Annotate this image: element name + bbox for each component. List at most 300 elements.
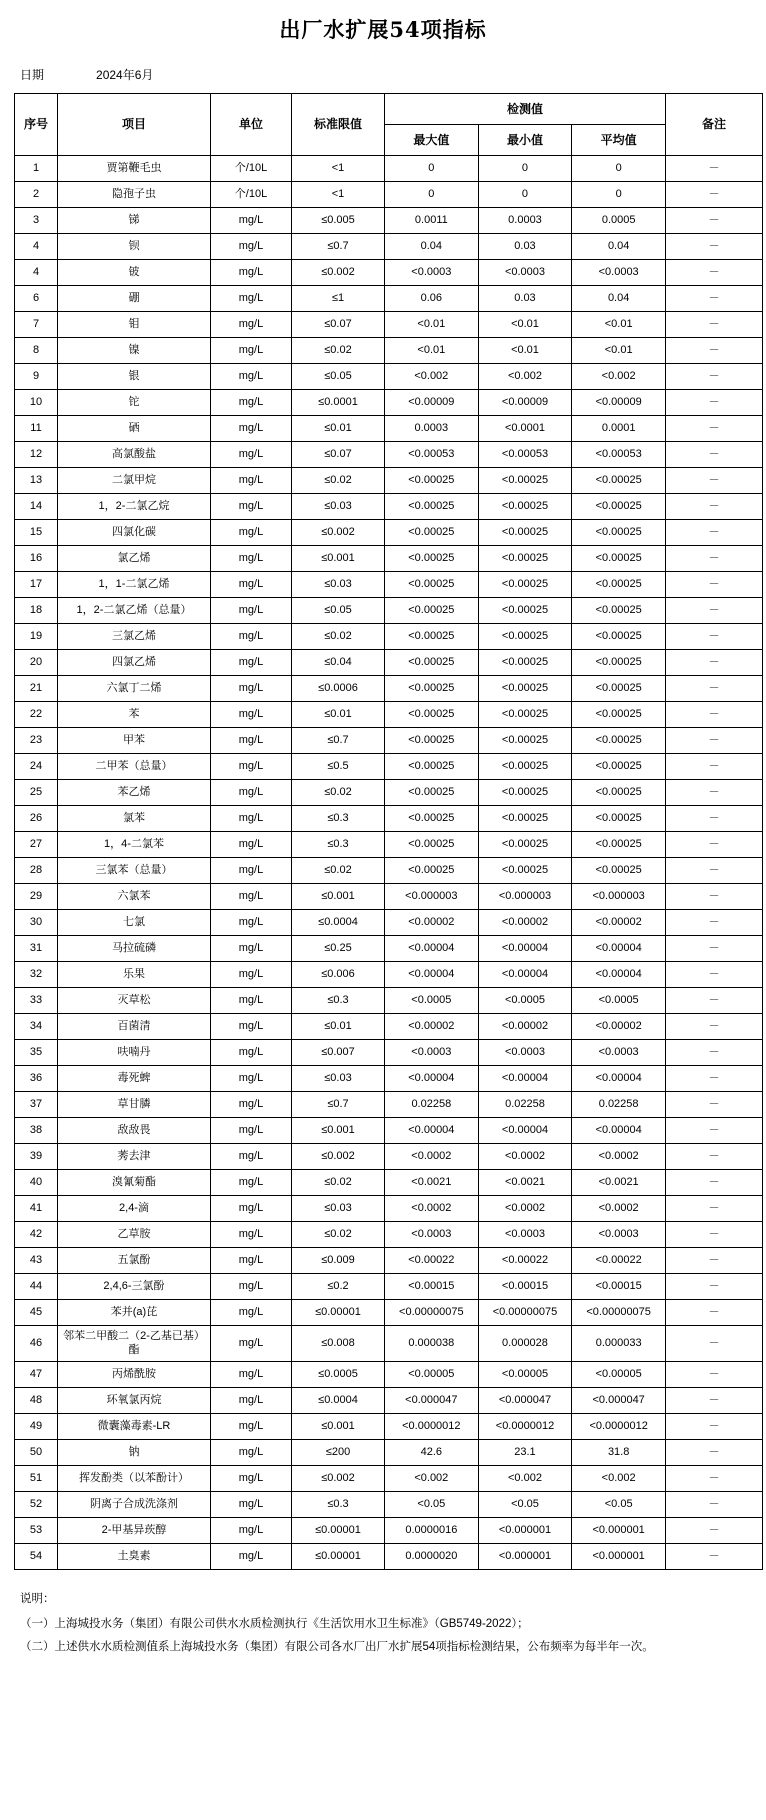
cell-avg: 0 [572,182,666,208]
cell-remark: － [666,728,763,754]
cell-avg: <0.0003 [572,1222,666,1248]
cell-remark: － [666,1300,763,1326]
cell-unit: mg/L [211,1492,292,1518]
cell-remark: － [666,988,763,1014]
cell-max: <0.00025 [385,624,479,650]
cell-min: <0.01 [478,338,572,364]
cell-min: <0.00025 [478,702,572,728]
cell-limit: ≤0.001 [292,546,385,572]
cell-max: <0.0003 [385,1222,479,1248]
cell-max: <0.0000012 [385,1414,479,1440]
cell-max: <0.002 [385,1466,479,1492]
table-row [15,1274,763,1300]
cell-limit: ≤0.3 [292,832,385,858]
table-row [15,1170,763,1196]
cell-seq: 31 [15,936,58,962]
table-row [15,1414,763,1440]
cell-max: <0.00025 [385,780,479,806]
cell-min: <0.0003 [478,260,572,286]
cell-min: 0.0003 [478,208,572,234]
cell-min: <0.000003 [478,884,572,910]
cell-item: 挥发酚类（以苯酚计） [58,1466,211,1492]
cell-avg: <0.00025 [572,520,666,546]
date-label: 日期 [20,68,45,82]
cell-min: <0.00002 [478,1014,572,1040]
cell-min: <0.00004 [478,962,572,988]
cell-seq: 14 [15,494,58,520]
cell-remark: － [666,1170,763,1196]
table-row [15,286,763,312]
cell-max: <0.00025 [385,494,479,520]
table-row [15,962,763,988]
cell-min: <0.000001 [478,1518,572,1544]
cell-remark: － [666,832,763,858]
cell-unit: mg/L [211,1274,292,1300]
cell-min: <0.00004 [478,1118,572,1144]
cell-limit: ≤0.0006 [292,676,385,702]
cell-remark: － [666,1118,763,1144]
cell-seq: 24 [15,754,58,780]
cell-max: <0.00025 [385,650,479,676]
cell-remark: － [666,1066,763,1092]
table-row [15,1362,763,1388]
cell-unit: mg/L [211,234,292,260]
cell-remark: － [666,962,763,988]
cell-seq: 4 [15,234,58,260]
cell-min: <0.00025 [478,650,572,676]
cell-unit: mg/L [211,780,292,806]
cell-seq: 44 [15,1274,58,1300]
cell-min: <0.0001 [478,416,572,442]
cell-remark: － [666,1362,763,1388]
cell-unit: mg/L [211,832,292,858]
cell-unit: mg/L [211,754,292,780]
cell-item: 钼 [58,312,211,338]
table-row [15,1518,763,1544]
cell-item: 环氧氯丙烷 [58,1388,211,1414]
cell-max: <0.00004 [385,1118,479,1144]
cell-unit: mg/L [211,572,292,598]
cell-min: <0.00025 [478,780,572,806]
cell-unit: mg/L [211,598,292,624]
cell-seq: 16 [15,546,58,572]
cell-remark: － [666,1326,763,1362]
cell-unit: mg/L [211,728,292,754]
header-unit: 单位 [211,94,292,156]
cell-limit: ≤0.2 [292,1274,385,1300]
table-row [15,1118,763,1144]
cell-unit: mg/L [211,390,292,416]
cell-limit: ≤0.04 [292,650,385,676]
table-row [15,1544,763,1570]
cell-max: <0.00025 [385,728,479,754]
cell-unit: mg/L [211,286,292,312]
cell-avg: <0.00025 [572,546,666,572]
cell-avg: 0.000033 [572,1326,666,1362]
cell-min: <0.01 [478,312,572,338]
cell-seq: 13 [15,468,58,494]
cell-min: <0.0000012 [478,1414,572,1440]
table-row [15,1440,763,1466]
notes-heading: 说明： [20,1593,55,1605]
cell-item: 莠去津 [58,1144,211,1170]
cell-seq: 39 [15,1144,58,1170]
cell-limit: ≤0.001 [292,1118,385,1144]
cell-seq: 7 [15,312,58,338]
cell-min: <0.00025 [478,520,572,546]
cell-max: <0.00053 [385,442,479,468]
cell-seq: 38 [15,1118,58,1144]
table-row [15,1222,763,1248]
cell-seq: 8 [15,338,58,364]
cell-unit: mg/L [211,416,292,442]
cell-limit: ≤0.0004 [292,910,385,936]
cell-min: <0.00025 [478,832,572,858]
cell-max: <0.0002 [385,1144,479,1170]
cell-item: 五氯酚 [58,1248,211,1274]
cell-seq: 23 [15,728,58,754]
cell-remark: － [666,1518,763,1544]
cell-item: 灭草松 [58,988,211,1014]
table-row [15,364,763,390]
cell-remark: － [666,1440,763,1466]
cell-max: <0.00009 [385,390,479,416]
cell-seq: 51 [15,1466,58,1492]
cell-min: <0.00000075 [478,1300,572,1326]
cell-min: <0.00025 [478,598,572,624]
cell-avg: 0 [572,156,666,182]
cell-unit: mg/L [211,1222,292,1248]
table-row [15,312,763,338]
cell-limit: ≤0.03 [292,1066,385,1092]
cell-avg: <0.00025 [572,468,666,494]
table-row [15,650,763,676]
cell-limit: ≤0.02 [292,1170,385,1196]
cell-limit: ≤0.02 [292,858,385,884]
cell-limit: ≤0.02 [292,1222,385,1248]
cell-limit: ≤0.03 [292,494,385,520]
cell-item: 苯并(a)芘 [58,1300,211,1326]
cell-seq: 1 [15,156,58,182]
cell-item: 草甘膦 [58,1092,211,1118]
cell-item: 苯 [58,702,211,728]
cell-item: 二氯甲烷 [58,468,211,494]
cell-limit: ≤0.05 [292,364,385,390]
cell-min: 0 [478,156,572,182]
cell-unit: mg/L [211,988,292,1014]
cell-remark: － [666,1248,763,1274]
cell-min: 23.1 [478,1440,572,1466]
cell-unit: mg/L [211,858,292,884]
cell-min: <0.00004 [478,1066,572,1092]
cell-unit: mg/L [211,1118,292,1144]
cell-avg: <0.00053 [572,442,666,468]
cell-limit: ≤0.3 [292,1492,385,1518]
cell-seq: 29 [15,884,58,910]
cell-avg: <0.000003 [572,884,666,910]
cell-seq: 10 [15,390,58,416]
cell-limit: ≤0.3 [292,988,385,1014]
table-row [15,1040,763,1066]
cell-seq: 11 [15,416,58,442]
cell-remark: － [666,390,763,416]
cell-limit: ≤0.002 [292,1144,385,1170]
cell-remark: － [666,884,763,910]
cell-max: <0.00002 [385,1014,479,1040]
cell-seq: 17 [15,572,58,598]
header-max: 最大值 [385,125,479,156]
cell-remark: － [666,208,763,234]
cell-remark: － [666,182,763,208]
cell-item: 银 [58,364,211,390]
cell-item: 1，2-二氯乙烯（总量） [58,598,211,624]
cell-seq: 34 [15,1014,58,1040]
cell-remark: － [666,416,763,442]
cell-item: 乙草胺 [58,1222,211,1248]
cell-limit: ≤0.005 [292,208,385,234]
cell-min: <0.00022 [478,1248,572,1274]
cell-item: 邻苯二甲酸二（2-乙基已基）酯 [58,1326,211,1362]
cell-avg: <0.0003 [572,260,666,286]
cell-max: 0.02258 [385,1092,479,1118]
cell-avg: <0.00004 [572,1066,666,1092]
cell-min: <0.0021 [478,1170,572,1196]
cell-seq: 45 [15,1300,58,1326]
cell-avg: <0.00025 [572,624,666,650]
cell-avg: 0.0005 [572,208,666,234]
cell-max: <0.00025 [385,676,479,702]
table-row [15,858,763,884]
cell-max: <0.00004 [385,962,479,988]
cell-remark: － [666,1414,763,1440]
cell-seq: 27 [15,832,58,858]
cell-unit: mg/L [211,1544,292,1570]
cell-remark: － [666,910,763,936]
cell-max: <0.002 [385,364,479,390]
cell-limit: ≤0.05 [292,598,385,624]
cell-remark: － [666,286,763,312]
cell-max: <0.0003 [385,260,479,286]
cell-limit: ≤0.009 [292,1248,385,1274]
cell-seq: 52 [15,1492,58,1518]
cell-unit: mg/L [211,494,292,520]
cell-limit: ≤0.5 [292,754,385,780]
cell-unit: mg/L [211,338,292,364]
cell-remark: － [666,806,763,832]
cell-min: 0.000028 [478,1326,572,1362]
cell-avg: 0.04 [572,286,666,312]
cell-avg: <0.0003 [572,1040,666,1066]
cell-max: <0.0003 [385,1040,479,1066]
cell-remark: － [666,338,763,364]
cell-remark: － [666,676,763,702]
cell-min: <0.00025 [478,494,572,520]
cell-seq: 21 [15,676,58,702]
cell-seq: 2 [15,182,58,208]
cell-remark: － [666,312,763,338]
cell-limit: ≤0.03 [292,1196,385,1222]
cell-unit: mg/L [211,1196,292,1222]
cell-limit: ≤0.0004 [292,1388,385,1414]
cell-max: <0.00025 [385,520,479,546]
cell-item: 钡 [58,234,211,260]
cell-max: <0.00025 [385,546,479,572]
table-row [15,390,763,416]
cell-item: 二甲苯（总量） [58,754,211,780]
table-row [15,1300,763,1326]
cell-limit: ≤0.7 [292,728,385,754]
cell-max: <0.00025 [385,468,479,494]
cell-limit: ≤0.001 [292,1414,385,1440]
cell-seq: 41 [15,1196,58,1222]
cell-seq: 26 [15,806,58,832]
cell-max: 0.06 [385,286,479,312]
header-item: 项目 [58,94,211,156]
cell-avg: <0.00025 [572,676,666,702]
cell-limit: ≤0.0005 [292,1362,385,1388]
cell-item: 马拉硫磷 [58,936,211,962]
cell-avg: <0.00025 [572,494,666,520]
table-row [15,1066,763,1092]
cell-item: 隐孢子虫 [58,182,211,208]
cell-unit: mg/L [211,702,292,728]
cell-max: <0.00015 [385,1274,479,1300]
cell-item: 硼 [58,286,211,312]
cell-item: 溴氰菊酯 [58,1170,211,1196]
cell-avg: <0.00004 [572,1118,666,1144]
cell-min: <0.0002 [478,1144,572,1170]
cell-avg: <0.000001 [572,1544,666,1570]
cell-unit: mg/L [211,1466,292,1492]
cell-max: 0.0003 [385,416,479,442]
cell-unit: mg/L [211,884,292,910]
cell-item: 锑 [58,208,211,234]
cell-item: 镍 [58,338,211,364]
cell-min: 0 [478,182,572,208]
water-quality-table [14,93,763,1570]
cell-item: 高氯酸盐 [58,442,211,468]
cell-item: 六氯丁二烯 [58,676,211,702]
cell-min: <0.05 [478,1492,572,1518]
table-row [15,468,763,494]
cell-max: <0.00004 [385,1066,479,1092]
cell-max: <0.0021 [385,1170,479,1196]
cell-avg: <0.05 [572,1492,666,1518]
cell-limit: ≤0.002 [292,1466,385,1492]
cell-min: <0.00025 [478,676,572,702]
cell-limit: ≤0.7 [292,1092,385,1118]
table-row [15,156,763,182]
cell-avg: <0.0002 [572,1144,666,1170]
cell-avg: <0.00022 [572,1248,666,1274]
cell-max: 0.0000016 [385,1518,479,1544]
cell-item: 土臭素 [58,1544,211,1570]
cell-avg: <0.0005 [572,988,666,1014]
cell-max: 0.04 [385,234,479,260]
cell-max: <0.00025 [385,806,479,832]
cell-max: <0.00005 [385,1362,479,1388]
table-row [15,780,763,806]
cell-limit: ≤200 [292,1440,385,1466]
table-row [15,494,763,520]
cell-item: 2-甲基异莰醇 [58,1518,211,1544]
table-row [15,884,763,910]
cell-avg: <0.00000075 [572,1300,666,1326]
cell-min: <0.0005 [478,988,572,1014]
cell-remark: － [666,702,763,728]
cell-unit: mg/L [211,962,292,988]
cell-min: 0.03 [478,286,572,312]
table-row [15,1388,763,1414]
cell-unit: mg/L [211,910,292,936]
cell-limit: ≤0.02 [292,780,385,806]
cell-item: 贾第鞭毛虫 [58,156,211,182]
cell-remark: － [666,494,763,520]
cell-remark: － [666,1274,763,1300]
table-body [15,156,763,1570]
cell-limit: ≤0.07 [292,442,385,468]
cell-seq: 49 [15,1414,58,1440]
cell-limit: ≤0.007 [292,1040,385,1066]
cell-seq: 4 [15,260,58,286]
cell-limit: ≤0.02 [292,624,385,650]
cell-remark: － [666,650,763,676]
cell-unit: mg/L [211,546,292,572]
cell-max: <0.000003 [385,884,479,910]
cell-max: <0.0002 [385,1196,479,1222]
cell-limit: <1 [292,182,385,208]
cell-avg: <0.000001 [572,1518,666,1544]
cell-min: <0.00004 [478,936,572,962]
cell-avg: <0.002 [572,1466,666,1492]
cell-item: 呋喃丹 [58,1040,211,1066]
cell-seq: 50 [15,1440,58,1466]
cell-max: <0.00022 [385,1248,479,1274]
cell-item: 硒 [58,416,211,442]
table-row [15,416,763,442]
cell-limit: ≤0.002 [292,260,385,286]
cell-item: 四氯化碳 [58,520,211,546]
cell-max: <0.00025 [385,858,479,884]
cell-min: <0.00015 [478,1274,572,1300]
cell-avg: <0.00004 [572,962,666,988]
table-row [15,728,763,754]
cell-min: <0.0003 [478,1040,572,1066]
cell-min: <0.00025 [478,754,572,780]
table-row [15,1326,763,1362]
cell-remark: － [666,442,763,468]
cell-remark: － [666,936,763,962]
cell-unit: mg/L [211,1362,292,1388]
cell-seq: 25 [15,780,58,806]
notes-section [14,1588,752,1659]
cell-remark: － [666,1040,763,1066]
cell-item: 毒死蜱 [58,1066,211,1092]
cell-limit: ≤0.02 [292,338,385,364]
cell-item: 乐果 [58,962,211,988]
cell-min: <0.000001 [478,1544,572,1570]
cell-remark: － [666,1014,763,1040]
table-row [15,234,763,260]
cell-unit: mg/L [211,1170,292,1196]
table-row [15,806,763,832]
cell-limit: ≤0.006 [292,962,385,988]
cell-seq: 20 [15,650,58,676]
cell-avg: <0.00025 [572,572,666,598]
cell-item: 六氯苯 [58,884,211,910]
cell-max: <0.00025 [385,702,479,728]
cell-remark: － [666,858,763,884]
